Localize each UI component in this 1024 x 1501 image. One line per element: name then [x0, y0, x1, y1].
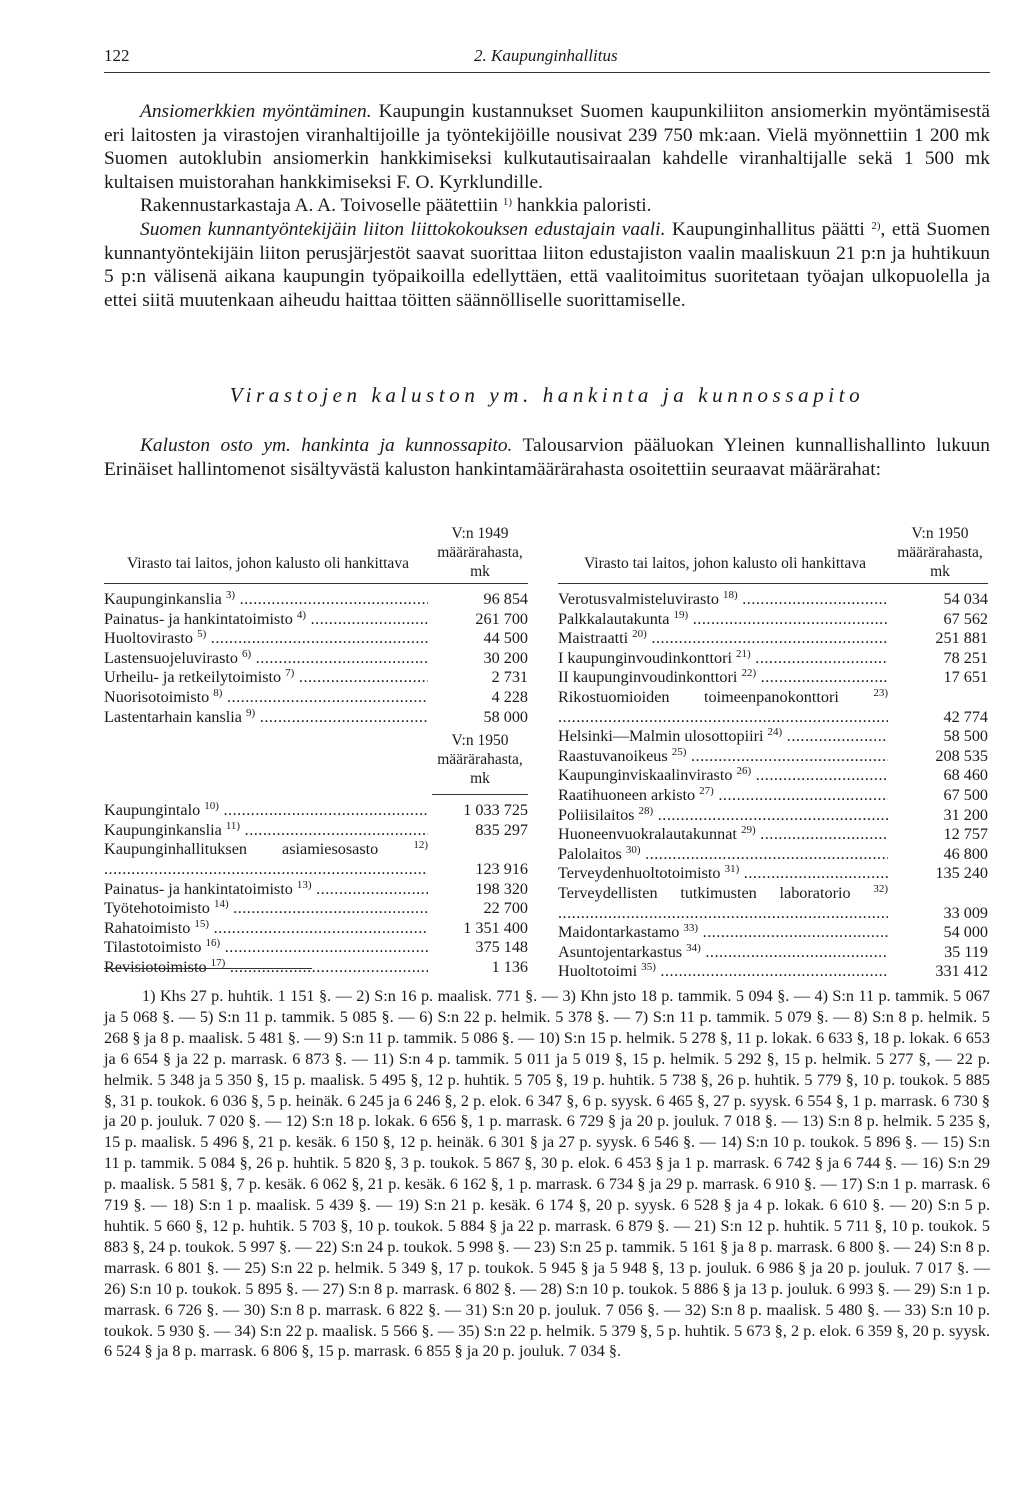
footnote-ref[interactable]: 2) — [871, 219, 881, 232]
office-label — [558, 747, 888, 765]
amount-value: 46 800 — [943, 844, 988, 863]
table-row — [558, 727, 988, 747]
office-name-text: Raatihuoneen arkisto — [558, 785, 696, 804]
rakennus-text-2: hankkia paloristi. — [512, 195, 652, 217]
office-name-text: Huoneenvuokralautakunnat — [558, 825, 737, 844]
table-row — [104, 801, 528, 821]
subheader-1950 — [104, 727, 528, 792]
office-name-text: Lastentarhain kanslia — [104, 707, 242, 726]
footnote-ref[interactable]: 22) — [741, 668, 757, 680]
office-name — [558, 747, 888, 767]
table-row — [104, 629, 528, 649]
office-name-text: II kaupunginvoudinkonttori — [558, 668, 738, 687]
footnote-ref[interactable]: 7) — [285, 668, 295, 680]
table-row — [558, 649, 988, 669]
vaali-heading: Suomen kunnantyöntekijäin liiton liittokokouksen edustajain vaali. — [140, 218, 666, 240]
paragraph-edustajain-vaali — [104, 218, 990, 312]
footnote-ref[interactable]: 18) — [723, 590, 738, 601]
office-label — [104, 938, 428, 956]
amount-value: 17 651 — [943, 668, 988, 687]
footnote-ref[interactable]: 11) — [225, 820, 241, 832]
office-name-text: Kaupungintalo — [104, 801, 201, 820]
office-name — [104, 649, 428, 669]
amount-value: 67 562 — [943, 609, 988, 628]
column-header-1949: V:n 1949 määrärahasta, mk — [437, 525, 523, 580]
footnote-ref[interactable]: 12) — [413, 840, 428, 852]
table-row — [558, 943, 988, 963]
office-name-text: Kaupunginkanslia — [104, 820, 222, 839]
amount-value: 1 136 — [491, 957, 528, 976]
office-name — [558, 590, 888, 610]
office-name — [558, 766, 888, 786]
table-header — [558, 524, 988, 581]
footnote-ref[interactable]: 27) — [699, 785, 714, 797]
office-name — [558, 825, 888, 845]
office-name-text: Kaupunginkanslia — [104, 590, 222, 608]
table-row — [104, 899, 528, 919]
amount-value: 58 500 — [943, 727, 988, 746]
office-name-text: Huoltovirasto — [104, 629, 194, 648]
footnote-ref[interactable]: 8) — [213, 687, 223, 699]
office-name — [558, 884, 888, 923]
office-label — [104, 899, 428, 917]
footnote-ref[interactable]: 30) — [625, 844, 641, 856]
office-name-text: Tilastotoimisto — [104, 938, 202, 957]
rakennus-text-1: Rakennustarkastaja A. A. Toivoselle päätettiin — [140, 195, 503, 217]
footnote-ref[interactable]: 16) — [205, 938, 221, 950]
header-rule — [104, 72, 990, 73]
amount-value: 78 251 — [943, 648, 988, 667]
column-header-office: Virasto tai laitos, johon kalusto oli hankittava — [584, 555, 866, 572]
rows-right — [558, 590, 988, 982]
footnote-ref[interactable]: 15) — [194, 918, 210, 930]
footnote-ref[interactable]: 4) — [296, 609, 307, 621]
footnote-rule — [104, 968, 312, 969]
paragraph-kaluston-osto — [104, 434, 990, 481]
amount-value: 67 500 — [943, 785, 988, 804]
office-name — [558, 610, 888, 630]
kaluston-paragraph-block — [104, 434, 990, 481]
office-label — [104, 801, 428, 819]
office-label — [104, 821, 428, 839]
amount-value: 4 228 — [491, 687, 528, 706]
office-label — [104, 958, 428, 976]
amount-value: 42 774 — [943, 707, 988, 726]
office-name — [558, 943, 888, 963]
office-label — [104, 840, 428, 878]
table-row — [104, 708, 528, 728]
amount-value: 198 320 — [475, 879, 528, 898]
footnote-ref[interactable]: 20) — [632, 629, 647, 641]
footnote-ref[interactable]: 3) — [225, 590, 236, 601]
table-row — [558, 806, 988, 826]
footnotes — [104, 986, 990, 1362]
office-name-text: Poliisilaitos — [558, 805, 635, 824]
amount-value: 331 412 — [935, 962, 988, 981]
table-row — [104, 919, 528, 939]
office-name — [558, 786, 888, 806]
column-header-1950: V:n 1950 määrärahasta, mk — [437, 732, 523, 788]
footnote-ref[interactable]: 25) — [671, 746, 687, 758]
office-name — [104, 629, 428, 649]
table-header-rule — [104, 583, 528, 584]
footnote-ref[interactable]: 32) — [873, 883, 888, 895]
office-name-text: Palolaitos — [558, 844, 622, 863]
amount-value: 35 119 — [944, 942, 988, 961]
office-label — [104, 880, 428, 898]
table-row — [104, 880, 528, 900]
amount-value: 44 500 — [483, 629, 528, 648]
table-row — [104, 688, 528, 708]
appropriation-table-right — [558, 524, 988, 982]
office-name-text: Maistraatti — [558, 629, 629, 648]
office-label — [104, 668, 428, 686]
table-row — [558, 747, 988, 767]
table-row — [558, 884, 988, 923]
page-header — [104, 46, 990, 70]
office-name-text: Kaupunginhallituksen asiamiesosasto — [104, 840, 379, 859]
amount-value: 58 000 — [483, 707, 528, 726]
table-row — [558, 962, 988, 982]
office-name-text: Työtehotoimisto — [104, 899, 210, 918]
office-name — [558, 806, 888, 826]
office-name — [558, 727, 888, 747]
footnote-ref[interactable]: 14) — [213, 899, 229, 911]
office-label — [558, 610, 888, 628]
office-name-text: Raastuvanoikeus — [558, 746, 668, 765]
footnote-ref[interactable]: 23) — [873, 687, 888, 699]
office-name-text: Asuntojentarkastus — [558, 942, 683, 961]
kaluston-heading: Kaluston osto ym. hankinta ja kunnossapito. — [140, 435, 513, 456]
office-label — [558, 845, 888, 863]
amount-value: 123 916 — [475, 859, 528, 878]
office-name-text: Rahatoimisto — [104, 918, 191, 937]
footnote-ref[interactable]: 19) — [673, 609, 689, 621]
ansiomerkit-text: Kaupungin kustannukset Suomen kaupunkiliiton ansiomerkin myöntämisestä eri laitosten ja virastojen viranhaltijoille ja työntekijöille nousivat 239 750 mk:aan. Vielä myönnettiin 1 200 mk Suomen autoklubin ansiomerkin hankkimiseksi kulkutautisairaalan kahdelle viranhaltijalle sekä 1 500 mk kultaisen muistorahan hankkimiseksi F. O. Kyrklundille. — [104, 101, 990, 193]
office-name-text: Painatus- ja hankintatoimisto — [104, 609, 293, 628]
office-name — [558, 629, 888, 649]
paragraph-rakennustarkastaja — [104, 194, 990, 218]
page-number: 122 — [104, 46, 130, 65]
rows-1949 — [104, 590, 528, 727]
amount-value: 68 460 — [943, 766, 988, 785]
rows-1950 — [104, 801, 528, 977]
table-row — [558, 825, 988, 845]
table-row — [558, 766, 988, 786]
office-name — [104, 708, 428, 728]
office-name — [558, 845, 888, 865]
office-name-text: Painatus- ja hankintatoimisto — [104, 879, 293, 898]
footnote-ref[interactable]: 13) — [296, 879, 312, 891]
office-name — [104, 899, 428, 919]
footnote-ref[interactable]: 35) — [641, 962, 656, 974]
office-label — [558, 688, 888, 726]
amount-value: 208 535 — [935, 746, 988, 765]
footnote-ref[interactable]: 33) — [683, 923, 699, 935]
amount-value: 1 351 400 — [463, 918, 528, 937]
table-row — [104, 668, 528, 688]
office-label — [558, 864, 888, 882]
amount-value: 31 200 — [943, 805, 988, 824]
office-name-text: Nuorisotoimisto — [104, 687, 210, 706]
subheader-rule — [432, 794, 528, 795]
table-row — [558, 864, 988, 884]
footnote-ref[interactable]: 1) — [502, 196, 513, 209]
office-name-text: Revisiotoimisto — [104, 957, 207, 976]
table-row — [558, 923, 988, 943]
office-name — [104, 801, 428, 821]
footnote-ref[interactable]: 6) — [242, 648, 252, 660]
table-row — [104, 590, 528, 610]
office-label — [558, 668, 888, 686]
office-name — [104, 590, 428, 610]
office-label — [558, 629, 888, 647]
amount-value: 96 854 — [483, 590, 528, 608]
table-row — [558, 786, 988, 806]
amount-value: 30 200 — [483, 648, 528, 667]
chapter-title: 2. Kaupunginhallitus — [474, 46, 618, 65]
office-name — [104, 688, 428, 708]
office-name — [104, 919, 428, 939]
vaali-text-1: Kaupunginhallitus päätti — [665, 218, 872, 240]
amount-value: 835 297 — [475, 820, 528, 839]
amount-value: 54 000 — [943, 923, 988, 942]
column-header-office: Virasto tai laitos, johon kalusto oli hankittava — [127, 555, 409, 572]
appropriation-table-left — [104, 524, 528, 978]
office-label — [104, 590, 428, 608]
office-name — [558, 864, 888, 884]
office-name-text: Verotusvalmisteluvirasto — [558, 590, 719, 608]
office-name-text: Rikostuomioiden toimeenpanokonttori — [558, 687, 839, 706]
office-name — [558, 923, 888, 943]
table-row — [104, 649, 528, 669]
table-row — [558, 845, 988, 865]
amount-value: 375 148 — [475, 938, 528, 957]
office-name-text: Urheilu- ja retkeilytoimisto — [104, 668, 282, 687]
office-label — [104, 688, 428, 706]
office-name — [104, 610, 428, 630]
table-row — [104, 938, 528, 958]
office-label — [558, 649, 888, 667]
office-label — [558, 806, 888, 824]
office-label — [558, 943, 888, 961]
table-row — [104, 821, 528, 841]
amount-value: 2 731 — [491, 668, 528, 687]
footnote-ref[interactable]: 5) — [197, 629, 207, 641]
footnote-ref[interactable]: 10) — [204, 801, 219, 813]
office-name — [558, 649, 888, 669]
section-heading: Virastojen kaluston ym. hankinta ja kunnossapito — [229, 383, 865, 407]
office-name — [558, 688, 888, 727]
amount-value: 251 881 — [935, 629, 988, 648]
office-name-text: Terveydenhuoltotoimisto — [558, 864, 721, 883]
table-row — [558, 688, 988, 727]
office-name-text: I kaupunginvoudinkonttori — [558, 648, 732, 667]
office-label — [558, 825, 888, 843]
office-name-text: Kaupunginviskaalinvirasto — [558, 766, 733, 785]
office-name — [558, 668, 888, 688]
office-name-text: Huoltotoimi — [558, 962, 638, 981]
office-name-text: Helsinki—Malmin ulosottopiiri — [558, 727, 764, 746]
office-name-text: Maidontarkastamo — [558, 923, 680, 942]
amount-value: 1 033 725 — [463, 801, 528, 820]
vaali-text-2: , että Suomen kunnantyöntekijäin liiton perusjärjestöt saavat suorittaa liiton edustajiston vaalin maaliskuun 21 p:n ja huhtikuun 5 p:n välisenä aikana kaupungin työpaikoilla edellyttäen, että vaalitoimitus suoritetaan työajan ulkopuolella ja ettei siitä muutenkaan aiheudu haittaa töitten säännölliselle suorittamiselle. — [104, 218, 990, 311]
footnote-ref[interactable]: 21) — [736, 648, 751, 660]
office-label — [104, 610, 428, 628]
table-row — [104, 840, 528, 879]
office-label — [558, 786, 888, 804]
table-row — [558, 668, 988, 688]
paragraph-ansiomerkit — [104, 100, 990, 194]
office-label — [104, 919, 428, 937]
office-name — [104, 840, 428, 879]
footnotes-text: 1) Khs 27 p. huhtik. 1 151 §. — 2) S:n 16 p. maalisk. 771 §. — 3) Khn jsto 18 p. tammik. 5 094 §. — 4) S:n 11 p. tammik. 5 067 ja 5 068 §. — 5) S:n 11 p. tammik. 5 085 §. — 6) S:n 22 p. helmik. 5 378 §. — 7) S:n 11 p. tammik. 5 079 §. — 8) S:n 8 p. helmik. 5 268 § ja 8 p. maalisk. 5 481 §. — 9) S:n 11 p. tammik. 5 086 §. — 10) S:n 15 p. helmik. 5 278 §, 11 p. lokak. 6 633 §, 18 p. lokak. 6 653 ja 6 654 § ja 22 p. marrask. 6 873 §. — 11) S:n 4 p. tammik. 5 011 ja 5 019 §, 15 p. helmik. 5 292 §, 15 p. helmik. 5 277 §, — 22 p. helmik. 5 348 ja 5 350 §, 15 p. maalisk. 5 495 §, 12 p. huhtik. 5 705 §, 19 p. huhtik. 5 738 §, 26 p. huhtik. 5 779 §, 10 p. toukok. 5 885 §, 31 p. toukok. 6 036 §, 5 p. heinäk. 6 245 ja 6 246 §, 2 p. elok. 6 347 §, 6 p. syysk. 6 465 §, 27 p. syysk. 6 554 §, 1 p. marrask. 6 730 § ja 20 p. jouluk. 7 020 §. — 12) S:n 18 p. lokak. 6 656 §, 1 p. marrask. 6 729 § ja 20 p. jouluk. 7 018 §. — 13) S:n 8 p. helmik. 5 235 §, 15 p. maalisk. 5 496 §, 21 p. kesäk. 6 150 §, 12 p. heinäk. 6 301 § ja 27 p. syysk. 6 546 §. — 14) S:n 10 p. toukok. 5 896 §. — 15) S:n 11 p. tammik. 5 084 §, 26 p. huhtik. 5 820 §, 3 p. toukok. 5 867 §, 30 p. elok. 6 453 § ja 1 p. marrask. 6 742 § ja 6 744 §. — 16) S:n 29 p. maalisk. 5 581 §, 7 p. kesäk. 6 062 §, 21 p. kesäk. 6 162 §, 1 p. marrask. 6 734 § ja 29 p. marrask. 6 910 §. — 17) S:n 1 p. marrask. 6 719 §. — 18) S:n 1 p. maalisk. 5 439 §. — 19) S:n 21 p. kesäk. 6 174 §, 20 p. syysk. 6 528 § ja 4 p. lokak. 6 610 §. — 20) S:n 5 p. huhtik. 5 660 §, 12 p. huhtik. 5 703 §, 10 p. toukok. 5 884 § ja 22 p. marrask. 6 879 §. — 21) S:n 12 p. huhtik. 5 711 §, 10 p. toukok. 5 883 §, 24 p. toukok. 5 997 §. — 22) S:n 24 p. toukok. 5 998 §. — 23) S:n 25 p. tammik. 5 161 § ja 8 p. marrask. 6 800 §. — 24) S:n 8 p. marrask. 6 801 §. — 25) S:n 22 p. helmik. 5 349 §, 17 p. toukok. 5 945 § ja 5 948 §, 13 p. jouluk. 6 986 § ja 20 p. jouluk. 7 017 §. — 26) S:n 10 p. toukok. 5 895 §. — 27) S:n 8 p. marrask. 6 802 §. — 28) S:n 10 p. toukok. 5 886 § ja 13 p. jouluk. 6 993 §. — 29) S:n 1 p. marrask. 6 726 §. — 30) S:n 8 p. marrask. 6 822 §. — 31) S:n 20 p. jouluk. 7 056 §. — 32) S:n 8 p. maalisk. 5 480 §. — 33) S:n 10 p. toukok. 5 930 §. — 34) S:n 22 p. maalisk. 5 566 §. — 35) S:n 22 p. helmik. 5 379 §, 5 p. huhtik. 5 673 §, 2 p. elok. 6 359 §, 20 p. syysk. 6 524 § ja 8 p. marrask. 6 806 §, 15 p. marrask. 6 855 § ja 20 p. jouluk. 7 034 §. — [104, 987, 990, 1361]
office-name — [558, 962, 888, 982]
office-label — [104, 629, 428, 647]
footnote-ref[interactable]: 29) — [740, 825, 756, 837]
amount-value: 12 757 — [943, 825, 988, 844]
office-label — [558, 962, 888, 980]
office-name-text: Palkkalautakunta — [558, 609, 670, 628]
amount-value: 54 034 — [943, 590, 988, 608]
footnote-ref[interactable]: 28) — [638, 805, 654, 817]
kaluston-text: Talousarvion pääluokan Yleinen kunnallishallinto lukuun Erinäiset hallintomenot sisältyvästä kaluston hankintamäärärahasta osoitettiin seuraavat määrärahat: — [104, 435, 990, 480]
amount-value: 261 700 — [475, 609, 528, 628]
office-name-text: Lastensuojeluvirasto — [104, 648, 238, 667]
office-label — [558, 590, 888, 608]
office-name-text: Terveydellisten tutkimusten laboratorio — [558, 883, 851, 902]
table-row — [104, 610, 528, 630]
footnote-ref[interactable]: 31) — [724, 864, 740, 876]
office-name — [104, 938, 428, 958]
amount-value: 33 009 — [943, 903, 988, 922]
office-label — [558, 923, 888, 941]
footnote-ref[interactable]: 24) — [767, 727, 783, 739]
office-label — [558, 766, 888, 784]
office-name — [104, 821, 428, 841]
office-label — [558, 884, 888, 922]
office-name — [104, 668, 428, 688]
footnote-ref[interactable]: 9) — [246, 707, 256, 719]
table-header-rule — [558, 583, 988, 584]
footnote-ref[interactable]: 34) — [686, 942, 701, 954]
column-header-1950: V:n 1950 määrärahasta, mk — [897, 525, 983, 580]
body-text — [104, 100, 990, 312]
footnote-ref[interactable]: 17) — [210, 957, 226, 969]
office-label — [558, 727, 888, 745]
table-header — [104, 524, 528, 581]
amount-value: 22 700 — [483, 899, 528, 918]
office-name — [104, 880, 428, 900]
office-label — [104, 649, 428, 667]
footnote-ref[interactable]: 26) — [736, 766, 752, 778]
table-row — [558, 590, 988, 610]
table-row — [558, 610, 988, 630]
office-label — [104, 708, 428, 726]
ansiomerkit-heading: Ansiomerkkien myöntäminen. — [140, 101, 372, 122]
table-row — [558, 629, 988, 649]
amount-value: 135 240 — [935, 864, 988, 883]
